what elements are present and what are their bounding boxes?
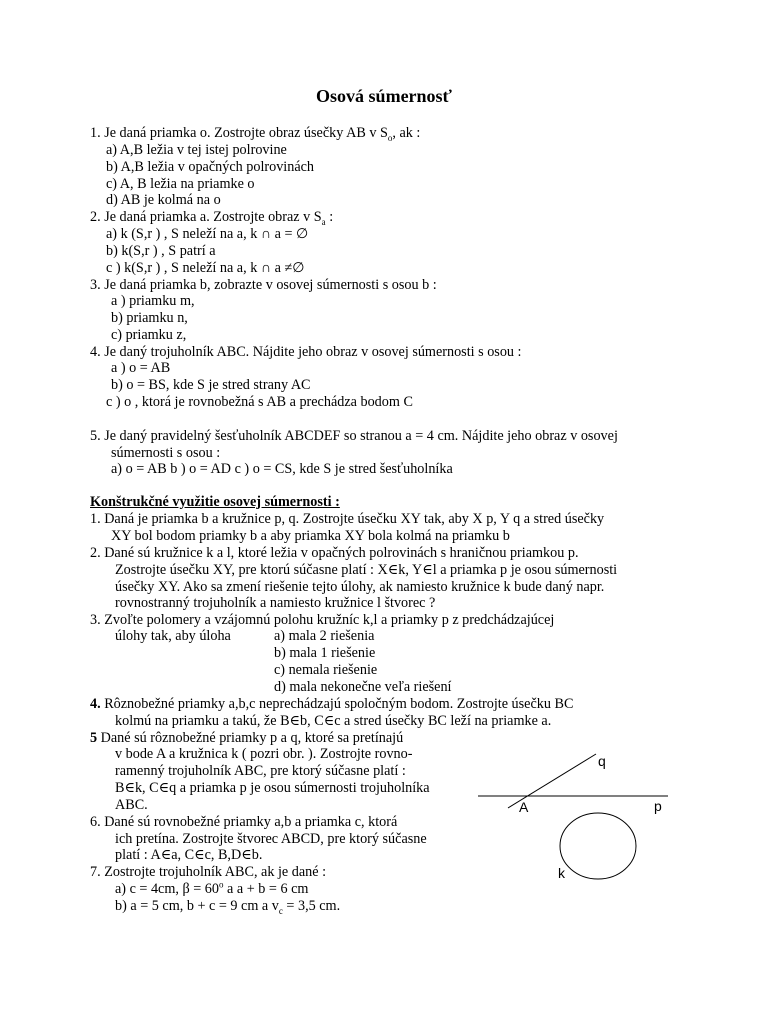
text-line: ramenný trojuholník ABC, pre ktorý súčasne platí : [115, 763, 406, 779]
text-line: 1. Daná je priamka b a kružnice p, q. Zostrojte úsečku XY tak, aby X p, Y q a stred úsečky [90, 511, 605, 527]
text-line: b) priamku n, [111, 310, 188, 326]
text-line: a) A,B ležia v tej istej polrovine [106, 142, 287, 158]
text-line: 3. Zvoľte polomery a vzájomnú polohu kružníc k,l a priamky p z predchádzajúcej [90, 612, 555, 628]
circle-k [560, 813, 636, 879]
text-line: úsečky XY. Ako sa zmení riešenie tejto úlohy, ak namiesto kružnice k bude daný napr. [115, 579, 605, 595]
text-line: b) A,B ležia v opačných polrovinách [106, 159, 315, 175]
text-line: a) c = 4cm, $\beta = 60^o$ a a + b = 6 cm [115, 879, 309, 897]
text-line: c) A, B ležia na priamke o [106, 176, 255, 192]
text-line: Zostrojte úsečku XY, pre ktorú súčasne platí : X∈k, Y∈l a priamka p je osou súmernosti [115, 562, 618, 578]
text-line: c ) o , ktorá je rovnobežná s AB a prechádza bodom C [106, 394, 413, 410]
text-line: 6. Dané sú rovnobežné priamky a,b a priamka c, ktorá [90, 814, 398, 830]
text-line: b) a = 5 cm, b + c = 9 cm a $v_c = 3,5$ cm. [115, 898, 341, 916]
text-line: a) mala 2 riešenia [274, 628, 375, 644]
text-line: 5 Dané sú rôznobežné priamky p a q, ktoré sa pretínajú [90, 730, 404, 746]
section-heading: Konštrukčné využitie osovej súmernosti : [90, 494, 340, 510]
text-line: 1. Je daná priamka o. Zostrojte obraz úsečky AB v $S_o$, ak : [90, 125, 421, 143]
text-line: d) AB je kolmá na o [106, 192, 221, 208]
text-line: b) o = BS, kde S je stred strany AC [111, 377, 311, 393]
text-line: XY bol bodom priamky b a aby priamka XY bola kolmá na priamku b [111, 528, 510, 544]
label-q: q [598, 753, 606, 769]
text-line: ich pretína. Zostrojte štvorec ABCD, pre ktorý súčasne [115, 831, 427, 847]
text-line: c ) k(S,r ) , S neleží na a, k ∩ a ≠∅ [106, 260, 305, 276]
text-line: c) priamku z, [111, 327, 187, 343]
text-line: rovnostranný trojuholník a namiesto kružnice l štvorec ? [115, 595, 436, 611]
text-line: 3. Je daná priamka b, zobrazte v osovej súmernosti s osou b : [90, 277, 437, 293]
text-line: 2. Dané sú kružnice k a l, ktoré ležia v opačných polrovinách s hraničnou priamkou p. [90, 545, 579, 561]
text-line: 5. Je daný pravidelný šesťuholník ABCDEF so stranou a = 4 cm. Nájdite jeho obraz v osovej [90, 428, 618, 444]
label-A: A [519, 799, 529, 815]
text-line: kolmú na priamku a takú, že B∈b, C∈c a stred úsečky BC leží na priamke a. [115, 713, 552, 729]
text-line: 4. Rôznobežné priamky a,b,c neprechádzajú spoločným bodom. Zostrojte úsečku BC [90, 696, 574, 712]
text-line: 2. Je daná priamka a. Zostrojte obraz v $S_a$ : [90, 209, 334, 227]
text-line: c) nemala riešenie [274, 662, 378, 678]
label-p: p [654, 798, 662, 814]
text-line: b) k(S,r ) , S patrí a [106, 243, 216, 259]
text-line: d) mala nekonečne veľa riešení [274, 679, 452, 695]
text-line: ABC. [115, 797, 148, 813]
text-line: 4. Je daný trojuholník ABC. Nájdite jeho obraz v osovej súmernosti s osou : [90, 344, 522, 360]
text-line: úlohy tak, aby úloha [115, 628, 231, 644]
text-line: B∈k, C∈q a priamka p je osou súmernosti trojuholníka [115, 780, 430, 796]
text-line: súmernosti s osou : [111, 445, 221, 461]
text-line: a) o = AB b ) o = AD c ) o = CS, kde S je stred šesťuholníka [111, 461, 453, 477]
text-line: v bode A a kružnica k ( pozri obr. ). Zostrojte rovno- [115, 746, 413, 762]
geometry-figure [478, 748, 678, 888]
text-line: a ) o = AB [111, 360, 171, 376]
page-title: Osová súmernosť [316, 86, 452, 106]
text-line: 7. Zostrojte trojuholník ABC, ak je dané : [90, 864, 327, 880]
text-line: a ) priamku m, [111, 293, 195, 309]
text-line: platí : A∈a, C∈c, B,D∈b. [115, 847, 263, 863]
text-line: a) k (S,r ) , S neleží na a, k ∩ a = ∅ [106, 226, 309, 242]
label-k: k [558, 865, 565, 881]
text-line: b) mala 1 riešenie [274, 645, 376, 661]
